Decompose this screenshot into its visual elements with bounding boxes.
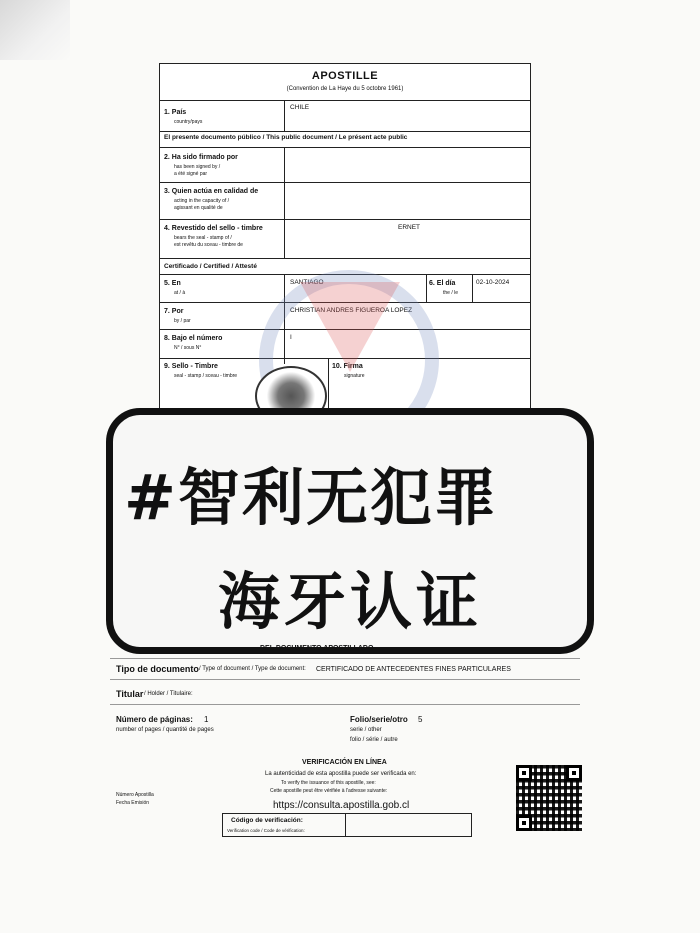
divider: [160, 100, 530, 101]
qr-finder: [516, 815, 532, 831]
qr-finder: [516, 765, 532, 781]
page-fold: [0, 0, 70, 60]
field-number-sub: N° / sous N°: [174, 345, 202, 351]
divider: [472, 274, 473, 302]
folio-sub1: serie / other: [350, 727, 382, 733]
field-by-label: 7. Por: [164, 308, 184, 315]
pages-label: Número de páginas:: [116, 715, 193, 724]
section-heading: DEL DOCUMENTO APOSTILLADO: [260, 645, 374, 652]
public-document-heading: El presente documento público / This public document / Le présent acte public: [164, 134, 408, 141]
field-country-sub: country/pays: [174, 119, 203, 125]
divider: [110, 679, 580, 680]
field-date-value: 02-10-2024: [476, 279, 510, 286]
field-signed-by-label: 2. Ha sido firmado por: [164, 154, 238, 161]
field-seal-value: ERNET: [398, 224, 421, 231]
divider: [284, 100, 285, 131]
divider: [160, 219, 530, 220]
verification-line2: To verify the issuance of this apostille, see:: [281, 780, 376, 786]
field-signed-by-sub1: has been signed by /: [174, 164, 221, 170]
verification-code-box: [222, 813, 472, 837]
watermark-logo: [300, 282, 400, 372]
divider: [110, 704, 580, 705]
redaction: [290, 152, 390, 172]
divider: [160, 131, 530, 132]
divider: [160, 147, 530, 148]
field-date-sub: the / le: [443, 290, 459, 296]
apostille-number-label: Número Apostilla: [116, 792, 154, 798]
divider: [160, 182, 530, 183]
field-by-sub: by / par: [174, 318, 191, 324]
field-seal-sub2: est revêtu du sceau - timbre de: [174, 242, 243, 248]
field-place-sub: at / à: [174, 290, 186, 296]
divider: [284, 147, 285, 258]
apostille-subtitle: (Convention de La Haye du 5 octobre 1961): [286, 86, 404, 92]
field-stamp-sub: seal - stamp / sceau - timbre: [174, 373, 238, 379]
verification-code-label: Código de verificación:: [231, 817, 303, 824]
field-capacity-sub1: acting in the capacity of /: [174, 198, 230, 204]
field-place-value: SANTIAGO: [290, 279, 324, 286]
divider: [160, 258, 530, 259]
field-place-label: 5. En: [164, 280, 181, 287]
verification-title: VERIFICACIÓN EN LÍNEA: [302, 759, 387, 766]
doc-type-value: CERTIFICADO DE ANTECEDENTES FINES PARTICULARES: [316, 666, 511, 673]
verification-code-sub: Verification code / Code de vérification:: [227, 828, 305, 833]
doc-type-sub: / Type of document / Type de document:: [199, 666, 306, 672]
folio-value: 5: [418, 715, 423, 724]
verification-url[interactable]: https://consulta.apostilla.gob.cl: [273, 800, 410, 811]
verification-line1: La autenticidad de esta apostilla puede ser verificada en:: [265, 771, 417, 777]
certified-heading: Certificado / Certified / Attesté: [164, 263, 257, 270]
pages-sub: number of pages / quantité de pages: [116, 727, 214, 733]
field-signature-sub: signature: [344, 373, 365, 379]
overlay-label-line1: #智利无犯罪: [124, 461, 498, 534]
field-signature-label: 10. Firma: [332, 363, 363, 370]
field-number-value: I: [290, 334, 292, 341]
field-seal-sub1: bears the seal - stamp of /: [174, 235, 232, 241]
field-seal-label: 4. Revestido del sello - timbre: [164, 225, 263, 232]
holder-sub: / Holder / Titulaire:: [144, 691, 193, 697]
divider: [345, 814, 346, 836]
pages-value: 1: [204, 715, 209, 724]
folio-sub2: folio / série / autre: [350, 737, 398, 743]
field-signed-by-sub2: a été signé par: [174, 171, 208, 177]
apostille-title: APOSTILLE: [311, 70, 379, 82]
field-country-label: 1. País: [164, 109, 187, 116]
field-capacity-label: 3. Quien actúa en calidad de: [164, 188, 259, 195]
overlay-label-line2: 海牙认证: [218, 565, 483, 638]
field-date-label: 6. El día: [429, 280, 456, 287]
field-by-value: CHRISTIAN ANDRES FIGUEROA LOPEZ: [290, 307, 413, 314]
field-stamp-label: 9. Sello - Timbre: [164, 363, 218, 370]
verification-line3: Cette apostille peut être vérifiée à l'adresse suivante:: [270, 788, 388, 794]
divider: [110, 658, 580, 659]
qr-finder: [566, 765, 582, 781]
field-country-value: CHILE: [290, 104, 310, 111]
divider: [426, 274, 427, 302]
folio-label: Folio/serie/otro: [350, 715, 408, 724]
field-capacity-sub2: agissant en qualité de: [174, 205, 223, 211]
doc-type-label: Tipo de documento: [116, 664, 199, 674]
holder-label: Titular: [116, 689, 144, 699]
issue-date-label: Fecha Emisión: [116, 800, 150, 806]
field-number-label: 8. Bajo el número: [164, 335, 223, 342]
